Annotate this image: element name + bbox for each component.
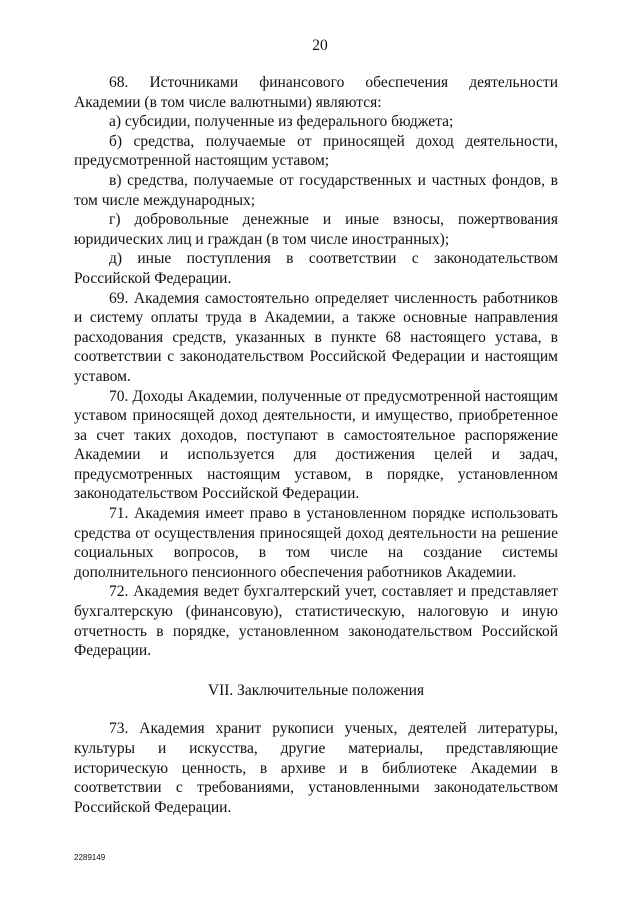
section-heading: VII. Заключительные положения (207, 681, 425, 699)
paragraph-68-b: б) средства, получаемые от приносящей доход деятельности, предусмотренной настоящим уставом; (74, 132, 558, 170)
page-number: 20 (312, 37, 328, 54)
paragraph-70: 70. Доходы Академии, полученные от предусмотренной настоящим уставом приносящей доход деятельности, и имущество, приобретенное за счет таких доходов, поступают в самостоятельное распоряжение Академии и используется для достижения целей и задач, предусмотренных настоящим уставом, в порядке, установленном законодательством Российской Федерации. (74, 387, 558, 503)
paragraph-68-d: д) иные поступления в соответствии с законодательством Российской Федерации. (74, 250, 558, 287)
paragraph-72: 72. Академия ведет бухгалтерский учет, составляет и представляет бухгалтерскую (финансовую), статистическую, налоговую и иную отчетность в порядке, установленном законодательством Российской Федерации. (74, 583, 558, 660)
paragraph-71: 71. Академия имеет право в установленном порядке использовать средства от осуществления приносящей доход деятельности на решение социальных вопросов, в том числе на создание системы дополнительного пенсионного обеспечения работников Академии. (74, 505, 558, 581)
paragraph-68-v: в) средства, получаемые от государственных и частных фондов, в том числе международных; (74, 171, 558, 209)
paragraph-68-g: г) добровольные денежные и иные взносы, пожертвования юридических лиц и граждан (в том числе иностранных); (74, 211, 558, 248)
document-code: 2289149 (74, 853, 106, 862)
paragraph-69: 69. Академия самостоятельно определяет численность работников и систему оплаты труда в Академии, а также основные направления расходования средств, указанных в пункте 68 настоящего устава, в соответствии с законодательством Российской Федерации и настоящим уставом. (74, 289, 558, 385)
paragraph-68-a: а) субсидии, полученные из федерального бюджета; (109, 113, 454, 131)
document-body (74, 73, 558, 817)
paragraph-73: 73. Академия хранит рукописи ученых, деятелей литературы, культуры и искусства, другие материалы, представляющие историческую ценность, в архиве и в библиотеке Академии в соответствии с требованиями, установленными законодательством Российской Федерации. (74, 720, 558, 816)
paragraph-68: 68. Источниками финансового обеспечения деятельности Академии (в том числе валютными) являются: (74, 74, 558, 111)
